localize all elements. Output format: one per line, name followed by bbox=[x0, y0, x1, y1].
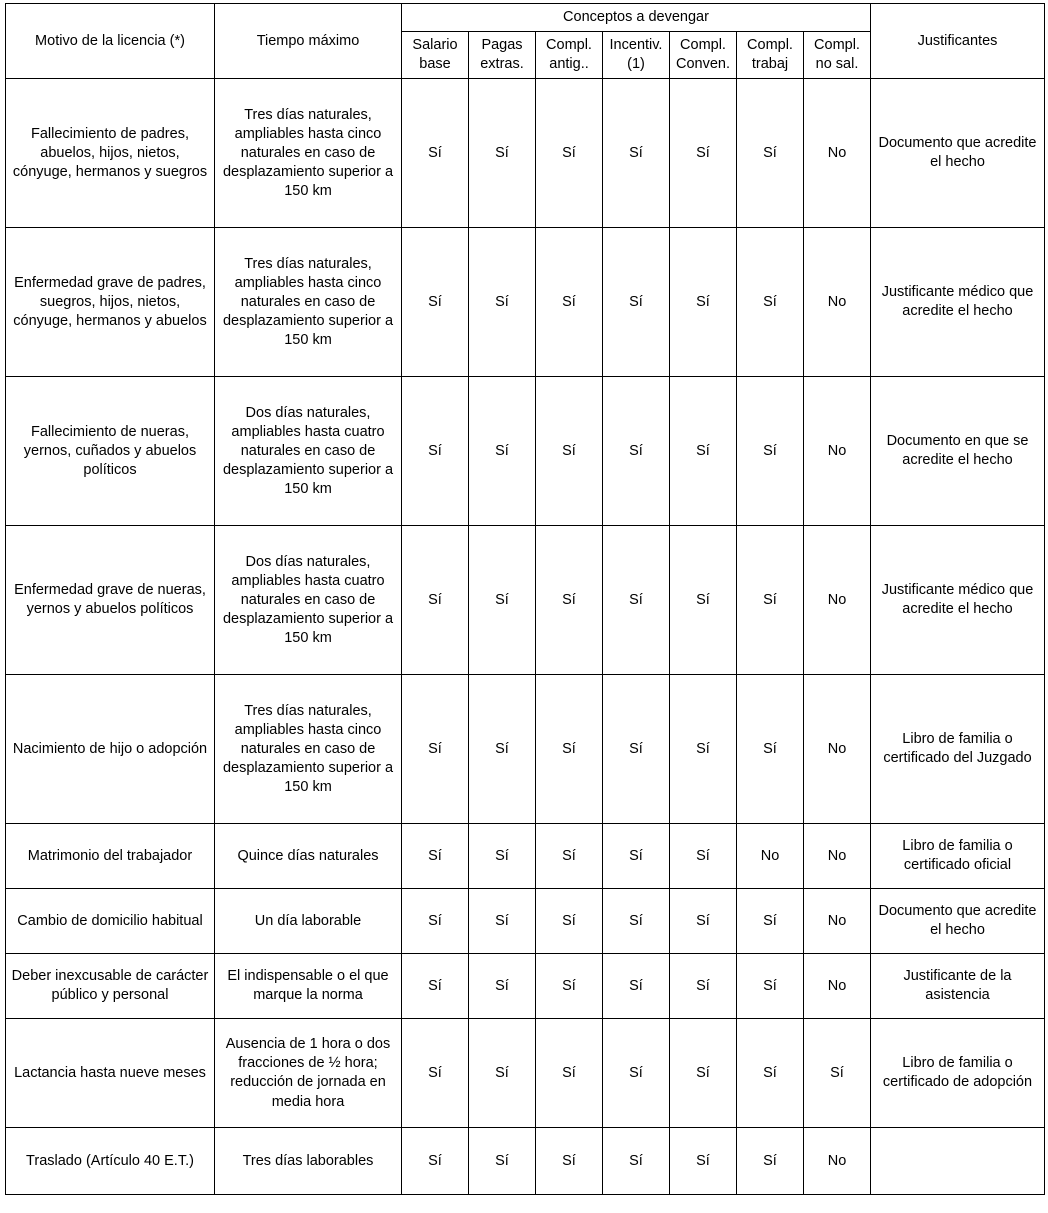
cell-compl-conven: Sí bbox=[670, 954, 737, 1019]
cell-tiempo: Tres días naturales, ampliables hasta cinco naturales en caso de desplazamiento superior a 150 km bbox=[215, 228, 402, 377]
cell-motivo: Enfermedad grave de padres, suegros, hijos, nietos, cónyuge, hermanos y abuelos bbox=[6, 228, 215, 377]
header-concepto-compl-conven: Compl. Conven. bbox=[670, 32, 737, 79]
table-row bbox=[6, 79, 1045, 228]
table-header-row-1 bbox=[6, 4, 1045, 32]
cell-salario-base: Sí bbox=[402, 79, 469, 228]
cell-compl-antig: Sí bbox=[536, 1019, 603, 1128]
cell-incentivo: Sí bbox=[603, 824, 670, 889]
cell-compl-no-sal: No bbox=[804, 228, 871, 377]
header-concepto-compl-no-sal: Compl. no sal. bbox=[804, 32, 871, 79]
cell-compl-no-sal: Sí bbox=[804, 1019, 871, 1128]
cell-salario-base: Sí bbox=[402, 889, 469, 954]
cell-compl-conven: Sí bbox=[670, 79, 737, 228]
cell-pagas-extras: Sí bbox=[469, 954, 536, 1019]
table-body bbox=[6, 79, 1045, 1195]
cell-salario-base: Sí bbox=[402, 1019, 469, 1128]
cell-pagas-extras: Sí bbox=[469, 1128, 536, 1195]
cell-compl-antig: Sí bbox=[536, 526, 603, 675]
header-concepto-incentivo: Incentiv. (1) bbox=[603, 32, 670, 79]
cell-incentivo: Sí bbox=[603, 1128, 670, 1195]
cell-justificante: Documento que acredite el hecho bbox=[871, 79, 1045, 228]
cell-compl-trabaj: Sí bbox=[737, 889, 804, 954]
cell-compl-trabaj: Sí bbox=[737, 1019, 804, 1128]
cell-incentivo: Sí bbox=[603, 1019, 670, 1128]
cell-compl-antig: Sí bbox=[536, 824, 603, 889]
cell-salario-base: Sí bbox=[402, 526, 469, 675]
cell-salario-base: Sí bbox=[402, 377, 469, 526]
cell-compl-trabaj: No bbox=[737, 824, 804, 889]
cell-pagas-extras: Sí bbox=[469, 675, 536, 824]
cell-salario-base: Sí bbox=[402, 1128, 469, 1195]
cell-pagas-extras: Sí bbox=[469, 228, 536, 377]
table-row bbox=[6, 675, 1045, 824]
cell-compl-antig: Sí bbox=[536, 79, 603, 228]
cell-compl-no-sal: No bbox=[804, 824, 871, 889]
header-concepto-compl-trabaj: Compl. trabaj bbox=[737, 32, 804, 79]
cell-compl-antig: Sí bbox=[536, 228, 603, 377]
cell-justificante: Libro de familia o certificado del Juzgado bbox=[871, 675, 1045, 824]
table-row bbox=[6, 824, 1045, 889]
cell-salario-base: Sí bbox=[402, 228, 469, 377]
licencias-table bbox=[5, 3, 1045, 1195]
cell-motivo: Enfermedad grave de nueras, yernos y abuelos políticos bbox=[6, 526, 215, 675]
cell-incentivo: Sí bbox=[603, 526, 670, 675]
cell-motivo: Traslado (Artículo 40 E.T.) bbox=[6, 1128, 215, 1195]
cell-compl-conven: Sí bbox=[670, 228, 737, 377]
cell-tiempo: Tres días naturales, ampliables hasta cinco naturales en caso de desplazamiento superior a 150 km bbox=[215, 79, 402, 228]
cell-justificante: Libro de familia o certificado oficial bbox=[871, 824, 1045, 889]
cell-compl-trabaj: Sí bbox=[737, 228, 804, 377]
cell-motivo: Lactancia hasta nueve meses bbox=[6, 1019, 215, 1128]
cell-compl-antig: Sí bbox=[536, 377, 603, 526]
header-motivo: Motivo de la licencia (*) bbox=[6, 4, 215, 79]
cell-motivo: Fallecimiento de nueras, yernos, cuñados y abuelos políticos bbox=[6, 377, 215, 526]
cell-tiempo: El indispensable o el que marque la norma bbox=[215, 954, 402, 1019]
cell-compl-conven: Sí bbox=[670, 526, 737, 675]
cell-compl-conven: Sí bbox=[670, 1128, 737, 1195]
cell-justificante: Documento en que se acredite el hecho bbox=[871, 377, 1045, 526]
header-conceptos-group: Conceptos a devengar bbox=[402, 4, 871, 32]
cell-incentivo: Sí bbox=[603, 675, 670, 824]
cell-compl-no-sal: No bbox=[804, 954, 871, 1019]
table-row bbox=[6, 954, 1045, 1019]
cell-justificante bbox=[871, 1128, 1045, 1195]
cell-compl-trabaj: Sí bbox=[737, 954, 804, 1019]
cell-compl-no-sal: No bbox=[804, 377, 871, 526]
cell-compl-conven: Sí bbox=[670, 889, 737, 954]
header-concepto-salario-base: Salario base bbox=[402, 32, 469, 79]
cell-incentivo: Sí bbox=[603, 889, 670, 954]
cell-compl-trabaj: Sí bbox=[737, 526, 804, 675]
cell-incentivo: Sí bbox=[603, 954, 670, 1019]
cell-compl-no-sal: No bbox=[804, 1128, 871, 1195]
cell-tiempo: Ausencia de 1 hora o dos fracciones de ½ hora; reducción de jornada en media hora bbox=[215, 1019, 402, 1128]
cell-salario-base: Sí bbox=[402, 675, 469, 824]
cell-compl-conven: Sí bbox=[670, 377, 737, 526]
cell-compl-conven: Sí bbox=[670, 1019, 737, 1128]
cell-incentivo: Sí bbox=[603, 79, 670, 228]
cell-justificante: Libro de familia o certificado de adopción bbox=[871, 1019, 1045, 1128]
cell-compl-no-sal: No bbox=[804, 889, 871, 954]
header-justificantes: Justificantes bbox=[871, 4, 1045, 79]
table-row bbox=[6, 889, 1045, 954]
cell-tiempo: Dos días naturales, ampliables hasta cuatro naturales en caso de desplazamiento superior a 150 km bbox=[215, 377, 402, 526]
table-row bbox=[6, 1019, 1045, 1128]
cell-salario-base: Sí bbox=[402, 824, 469, 889]
cell-compl-conven: Sí bbox=[670, 675, 737, 824]
cell-salario-base: Sí bbox=[402, 954, 469, 1019]
cell-motivo: Fallecimiento de padres, abuelos, hijos, nietos, cónyuge, hermanos y suegros bbox=[6, 79, 215, 228]
cell-incentivo: Sí bbox=[603, 228, 670, 377]
cell-pagas-extras: Sí bbox=[469, 824, 536, 889]
cell-compl-antig: Sí bbox=[536, 889, 603, 954]
cell-compl-trabaj: Sí bbox=[737, 675, 804, 824]
cell-tiempo: Un día laborable bbox=[215, 889, 402, 954]
cell-tiempo: Tres días naturales, ampliables hasta cinco naturales en caso de desplazamiento superior a 150 km bbox=[215, 675, 402, 824]
cell-compl-no-sal: No bbox=[804, 675, 871, 824]
cell-pagas-extras: Sí bbox=[469, 526, 536, 675]
table-header bbox=[6, 4, 1045, 79]
cell-pagas-extras: Sí bbox=[469, 889, 536, 954]
cell-compl-no-sal: No bbox=[804, 526, 871, 675]
cell-compl-no-sal: No bbox=[804, 79, 871, 228]
cell-compl-trabaj: Sí bbox=[737, 1128, 804, 1195]
table-row bbox=[6, 377, 1045, 526]
table-row bbox=[6, 526, 1045, 675]
cell-justificante: Documento que acredite el hecho bbox=[871, 889, 1045, 954]
cell-motivo: Nacimiento de hijo o adopción bbox=[6, 675, 215, 824]
table-row bbox=[6, 1128, 1045, 1195]
cell-compl-antig: Sí bbox=[536, 1128, 603, 1195]
cell-compl-conven: Sí bbox=[670, 824, 737, 889]
cell-compl-antig: Sí bbox=[536, 954, 603, 1019]
cell-pagas-extras: Sí bbox=[469, 1019, 536, 1128]
cell-justificante: Justificante de la asistencia bbox=[871, 954, 1045, 1019]
cell-motivo: Deber inexcusable de carácter público y personal bbox=[6, 954, 215, 1019]
table-row bbox=[6, 228, 1045, 377]
cell-tiempo: Tres días laborables bbox=[215, 1128, 402, 1195]
cell-compl-trabaj: Sí bbox=[737, 377, 804, 526]
cell-incentivo: Sí bbox=[603, 377, 670, 526]
header-concepto-compl-antig: Compl. antig.. bbox=[536, 32, 603, 79]
cell-tiempo: Dos días naturales, ampliables hasta cuatro naturales en caso de desplazamiento superior a 150 km bbox=[215, 526, 402, 675]
header-concepto-pagas-extras: Pagas extras. bbox=[469, 32, 536, 79]
cell-justificante: Justificante médico que acredite el hecho bbox=[871, 228, 1045, 377]
header-tiempo-maximo: Tiempo máximo bbox=[215, 4, 402, 79]
cell-pagas-extras: Sí bbox=[469, 377, 536, 526]
cell-compl-antig: Sí bbox=[536, 675, 603, 824]
cell-justificante: Justificante médico que acredite el hecho bbox=[871, 526, 1045, 675]
cell-tiempo: Quince días naturales bbox=[215, 824, 402, 889]
cell-compl-trabaj: Sí bbox=[737, 79, 804, 228]
cell-motivo: Matrimonio del trabajador bbox=[6, 824, 215, 889]
cell-motivo: Cambio de domicilio habitual bbox=[6, 889, 215, 954]
cell-pagas-extras: Sí bbox=[469, 79, 536, 228]
